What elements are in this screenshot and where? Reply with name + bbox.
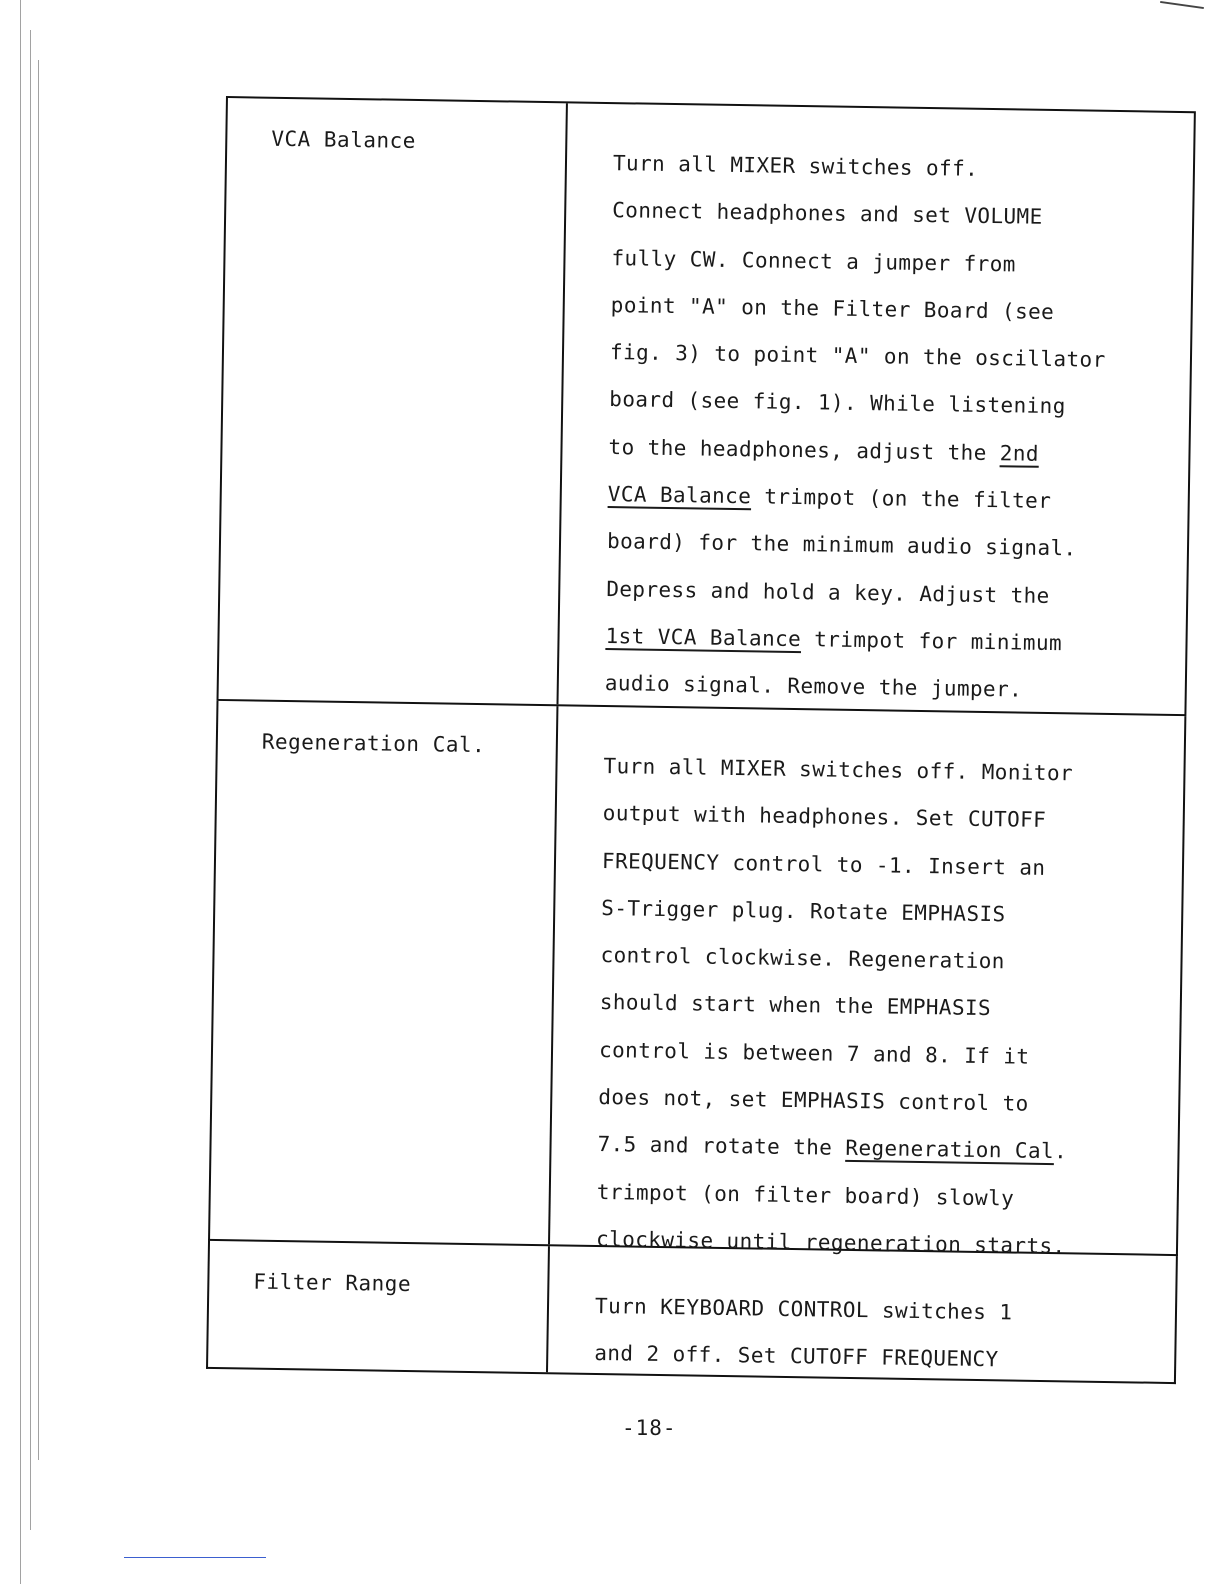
instruction-line: point "A" on the Filter Board (see — [610, 292, 1055, 324]
row-label: VCA Balance — [219, 98, 568, 704]
instruction-line: fully CW. Connect a jumper from — [611, 245, 1016, 277]
table-row — [216, 96, 1195, 716]
table-row — [206, 1241, 1178, 1384]
instruction-line: control clockwise. Regeneration — [600, 943, 1006, 974]
table-row — [208, 701, 1186, 1259]
row-instructions — [558, 103, 1193, 714]
instruction-line: audio signal. Remove the jumper. — [604, 671, 1023, 702]
instruction-line: FREQUENCY control to -1. Insert an — [601, 848, 1046, 880]
trimpot-name-underlined: 2nd — [999, 440, 1040, 466]
instruction-line: Turn all MIXER switches off. Monitor — [603, 754, 1074, 786]
scan-corner-mark — [1160, 1, 1204, 9]
trimpot-name-underlined: Regeneration Cal — [845, 1136, 1055, 1164]
instruction-line: output with headphones. Set CUTOFF — [602, 801, 1047, 833]
instruction-line: Turn all MIXER switches off. — [612, 151, 979, 181]
instruction-line: should start when the EMPHASIS — [599, 990, 992, 1021]
trimpot-name-underlined: VCA Balance — [607, 482, 752, 509]
scan-binding-edge — [0, 0, 90, 1584]
row-instructions — [548, 1246, 1176, 1382]
row-instructions — [550, 706, 1184, 1259]
instruction-line: trimpot (on filter board) slowly — [596, 1179, 1015, 1211]
instruction-line: 1st VCA Balance trimpot for minimum — [605, 623, 1063, 656]
scan-bottom-rule — [124, 1557, 266, 1558]
row-label: Regeneration Cal. — [210, 701, 558, 1244]
instruction-line: VCA Balance trimpot (on the filter — [607, 482, 1052, 514]
instruction-line: and 2 off. Set CUTOFF FREQUENCY — [594, 1341, 999, 1372]
instruction-line: Connect headphones and set VOLUME — [612, 198, 1043, 230]
instruction-line: to the headphones, adjust the 2nd — [608, 434, 1040, 466]
instruction-line: Turn KEYBOARD CONTROL switches 1 — [594, 1293, 1013, 1325]
instruction-line: clockwise until regeneration starts. — [595, 1226, 1066, 1259]
instruction-line: 7.5 and rotate the Regeneration Cal. — [597, 1132, 1068, 1164]
instruction-line: board) for the minimum audio signal. — [606, 529, 1077, 561]
instruction-line: board (see fig. 1). While listening — [609, 387, 1066, 419]
instruction-line: control is between 7 and 8. If it — [598, 1037, 1030, 1069]
row-label: Filter Range — [208, 1241, 550, 1372]
page-number: -18- — [622, 1416, 677, 1440]
calibration-table — [206, 96, 1196, 1401]
instruction-line: Depress and hold a key. Adjust the — [606, 576, 1050, 608]
instruction-line: fig. 3) to point "A" on the oscillator — [609, 340, 1106, 373]
instruction-line: does not, set EMPHASIS control to — [598, 1085, 1029, 1116]
instruction-line: S-Trigger plug. Rotate EMPHASIS — [601, 895, 1006, 927]
trimpot-name-underlined: 1st VCA Balance — [605, 623, 802, 652]
